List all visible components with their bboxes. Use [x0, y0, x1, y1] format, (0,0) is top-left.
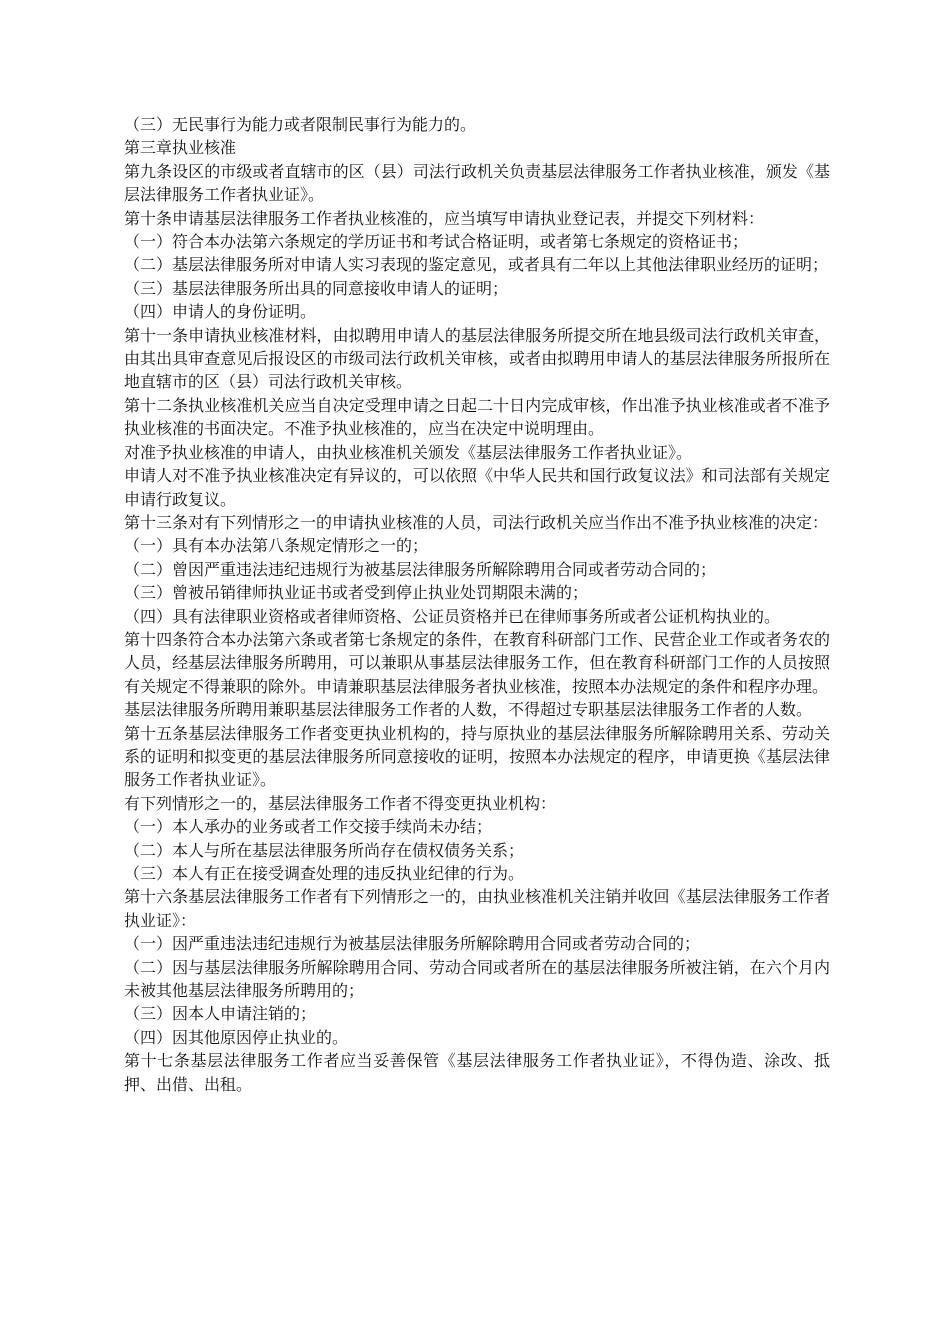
article-paragraph: 第十六条基层法律服务工作者有下列情形之一的，由执业核准机关注销并收回《基层法律服务工作者执业证》：	[124, 887, 830, 930]
document-page	[124, 113, 830, 1096]
chapter-heading: 第三章执业核准	[124, 138, 237, 158]
article-paragraph: 申请人对不准予执业核准决定有异议的，可以依照《中华人民共和国行政复议法》和司法部有关规定申请行政复议。	[124, 466, 830, 509]
article-paragraph: 第十四条符合本办法第六条或者第七条规定的条件，在教育科研部门工作、民营企业工作或者务农的人员，经基层法律服务所聘用，可以兼职从事基层法律服务工作，但在教育科研部门工作的人员按照有关规定不得兼职的除外。申请兼职基层法律服务者执业核准，按照本办法规定的条件和程序办理。	[124, 629, 830, 696]
list-item: （四）具有法律职业资格或者律师资格、公证员资格并已在律师事务所或者公证机构执业的。	[124, 606, 781, 626]
article-paragraph: 第九条设区的市级或者直辖市的区（县）司法行政机关负责基层法律服务工作者执业核准，颁发《基层法律服务工作者执业证》。	[124, 161, 830, 205]
article-paragraph: 第十三条对有下列情形之一的申请执业核准的人员，司法行政机关应当作出不准予执业核准的决定：	[124, 512, 829, 532]
list-item: （二）曾因严重违法违纪违规行为被基层法律服务所解除聘用合同或者劳动合同的；	[124, 559, 717, 579]
list-item: （一）本人承办的业务或者工作交接手续尚未办结；	[124, 817, 493, 837]
list-item: （四）申请人的身份证明。	[124, 302, 317, 322]
list-item: （四）因其他原因停止执业的。	[124, 1027, 349, 1047]
list-item: （三）本人有正在接受调查处理的违反执业纪律的行为。	[124, 864, 525, 883]
article-paragraph: 基层法律服务所聘用兼职基层法律服务工作者的人数，不得超过专职基层法律服务工作者的人数。	[124, 700, 813, 720]
list-item: （一）因严重违法违纪违规行为被基层法律服务所解除聘用合同或者劳动合同的；	[124, 934, 701, 954]
list-item: （二）因与基层法律服务所解除聘用合同、劳动合同或者所在的基层法律服务所被注销，在六个月内未被其他基层法律服务所聘用的；	[124, 957, 830, 1001]
list-item: （一）具有本办法第八条规定情形之一的；	[124, 536, 429, 556]
article-paragraph: 第十条申请基层法律服务工作者执业核准的，应当填写申请执业登记表，并提交下列材料：	[124, 208, 765, 228]
list-item: （三）无民事行为能力或者限制民事行为能力的。	[124, 115, 477, 134]
list-item: （三）曾被吊销律师执业证书或者受到停止执业处罚期限未满的；	[124, 583, 589, 603]
list-item: （一）符合本办法第六条规定的学历证书和考试合格证明，或者第七条规定的资格证书；	[124, 232, 749, 252]
list-item: （二）基层法律服务所对申请人实习表现的鉴定意见，或者具有二年以上其他法律职业经历的证明；	[124, 255, 829, 275]
article-paragraph: 第十一条申请执业核准材料，由拟聘用申请人的基层法律服务所提交所在地县级司法行政机关审查，由其出具审查意见后报设区的市级司法行政机关审核，或者由拟聘用申请人的基层法律服务所报所在地直辖市的区（县）司法行政机关审核。	[124, 325, 830, 392]
article-paragraph: 第十七条基层法律服务工作者应当妥善保管《基层法律服务工作者执业证》，不得伪造、涂改、抵押、出借、出租。	[124, 1051, 830, 1094]
list-item: （三）因本人申请注销的；	[124, 1004, 317, 1024]
list-item: （三）基层法律服务所出具的同意接收申请人的证明；	[124, 278, 509, 298]
list-item: （二）本人与所在基层法律服务所尚存在债权债务关系；	[124, 840, 525, 860]
article-paragraph: 第十二条执业核准机关应当自决定受理申请之日起二十日内完成审核，作出准予执业核准或者不准予执业核准的书面决定。不准予执业核准的，应当在决定中说明理由。	[124, 395, 830, 439]
article-paragraph: 第十五条基层法律服务工作者变更执业机构的，持与原执业的基层法律服务所解除聘用关系、劳动关系的证明和拟变更的基层法律服务所同意接收的证明，按照本办法规定的程序，申请更换《基层法律服务工作者执业证》。	[124, 723, 830, 790]
article-paragraph: 对准予执业核准的申请人，由执业核准机关颁发《基层法律服务工作者执业证》。	[124, 442, 693, 462]
article-paragraph: 有下列情形之一的，基层法律服务工作者不得变更执业机构：	[124, 793, 557, 813]
